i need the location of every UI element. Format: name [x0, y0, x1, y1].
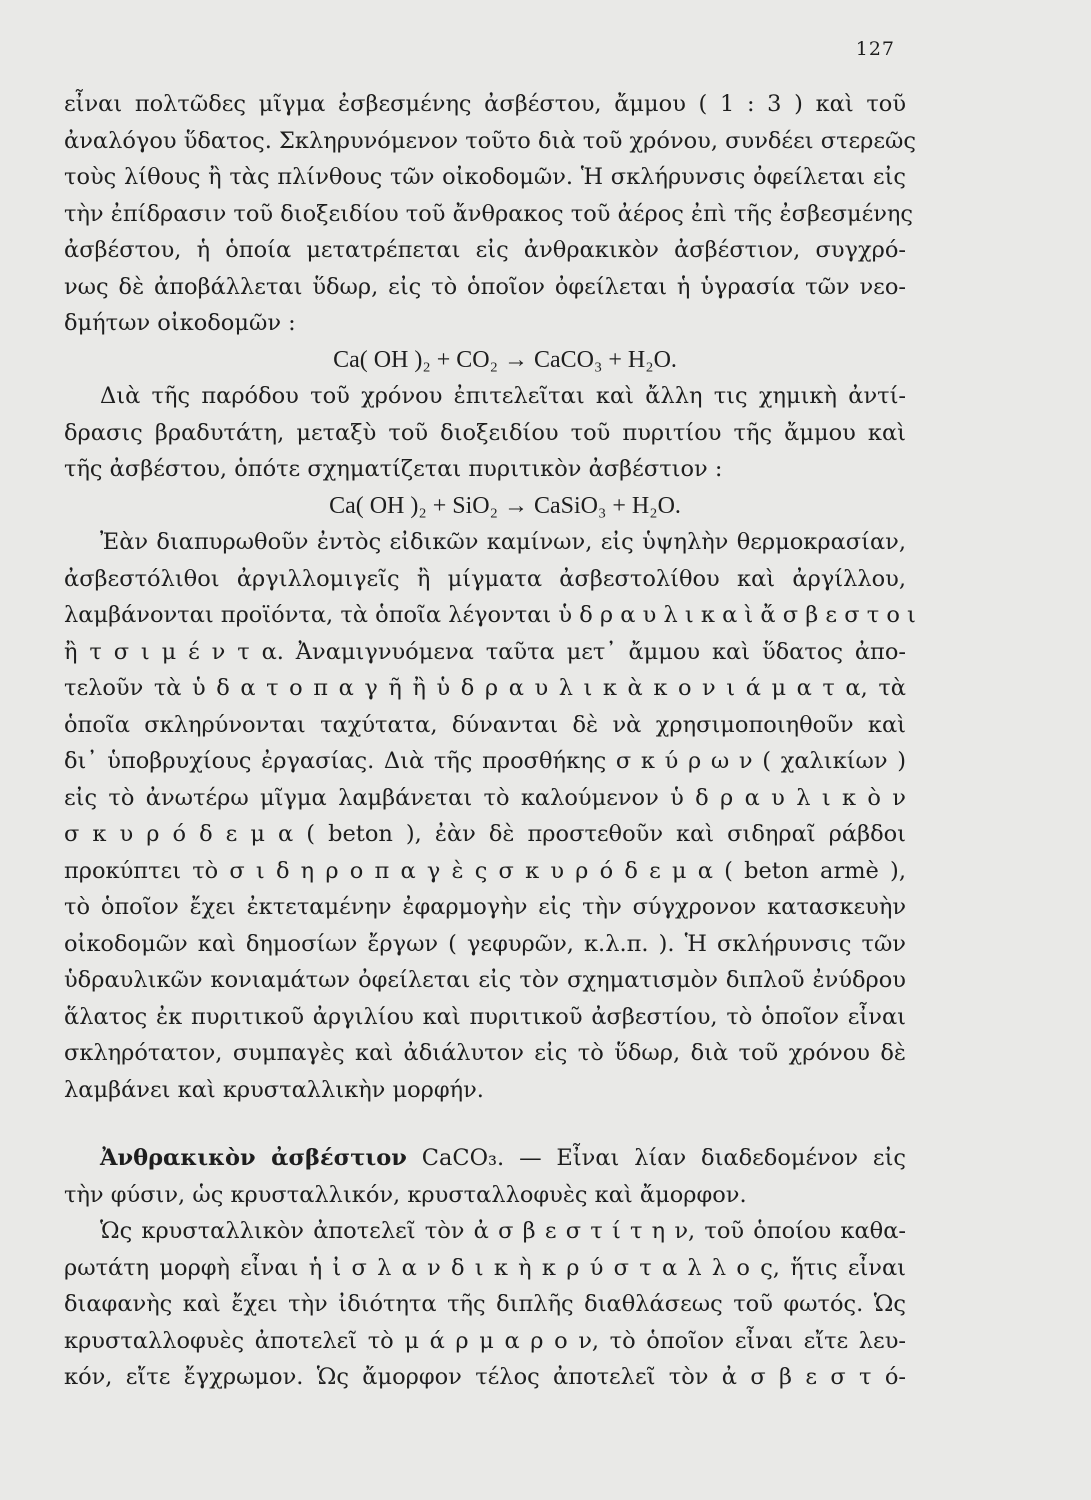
text-line: εἰς τὸ ἀνωτέρω μῖγμα λαμβάνεται τὸ καλούμενον ὑ δ ρ α υ λ ι κ ὸ ν [64, 784, 906, 811]
text-line: ὁποῖα σκληρύνονται ταχύτατα, δύνανται δὲ νὰ χρησιμοποιηθοῦν καὶ [64, 711, 906, 738]
text-line: ἀναλόγου ὕδατος. Σκληρυνόμενον τοῦτο διὰ τοῦ χρόνου, συνδέει στερεῶς [64, 127, 917, 154]
text-line: Διὰ τῆς παρόδου τοῦ χρόνου ἐπιτελεῖται καὶ ἄλλη τις χημικὴ ἀντί- [100, 383, 906, 409]
text-line: τὸ ὁποῖον ἔχει ἐκτεταμένην ἐφαρμογὴν εἰς τὴν σύγχρονον κατασκευὴν [64, 894, 906, 920]
text-line: τελοῦν τὰ ὑ δ α τ ο π α γ ῆ ἢ ὑ δ ρ α υ λ ι κ ὰ κ ο ν ι ά μ α τ α, τὰ [64, 675, 906, 701]
text-line: λαμβάνει καὶ κρυσταλλικὴν μορφήν. [64, 1076, 484, 1103]
page-body [64, 86, 917, 1396]
text-line: κόν, εἴτε ἔγχρωμον. Ὡς ἄμορφον τέλος ἀποτελεῖ τὸν ἀ σ β ε σ τ ό- [64, 1364, 906, 1390]
text-line: νως δὲ ἀποβάλλεται ὕδωρ, εἰς τὸ ὁποῖον ὀφείλεται ἡ ὑγρασία τῶν νεο- [64, 273, 906, 300]
text-line: τὴν φύσιν, ὡς κρυσταλλικόν, κρυσταλλοφυὲς καὶ ἄμορφον. [64, 1181, 747, 1208]
text-line: δρασις βραδυτάτη, μεταξὺ τοῦ διοξειδίου τοῦ πυριτίου τῆς ἄμμου καὶ [64, 419, 906, 446]
text-line: ἅλατος ἐκ πυριτικοῦ ἀργιλίου καὶ πυριτικοῦ ἀσβεστίου, τὸ ὁποῖον εἶναι [64, 1003, 906, 1030]
chemical-equation: Ca( OH )₂ + SiO₂ → CaSiO₃ + H₂O. [329, 492, 681, 519]
text-line: τοὺς λίθους ἢ τὰς πλίνθους τῶν οἰκοδομῶν. Ἡ σκλήρυνσις ὀφείλεται εἰς [64, 164, 906, 190]
text-line: σ κ υ ρ ό δ ε μ α ( beton ), ἐὰν δὲ προστεθοῦν καὶ σιδηραῖ ράβδοι [64, 821, 906, 847]
text-line: ἀσβέστου, ἡ ὁποία μετατρέπεται εἰς ἀνθρακικὸν ἀσβέστιον, συγχρό- [64, 237, 906, 263]
text-line: σκληρότατον, συμπαγὲς καὶ ἀδιάλυτον εἰς τὸ ὕδωρ, διὰ τοῦ χρόνου δὲ [64, 1040, 906, 1066]
text-line: ἢ τ σ ι μ έ ν τ α. Ἀναμιγνυόμενα ταῦτα μετ᾿ ἄμμου καὶ ὕδατος ἀπο- [64, 638, 906, 665]
text-line: ἀσβεστόλιθοι ἀργιλλομιγεῖς ἢ μίγματα ἀσβεστολίθου καὶ ἀργίλλου, [64, 565, 906, 592]
text-line: τῆς ἀσβέστου, ὁπότε σχηματίζεται πυριτικὸν ἀσβέστιον : [64, 456, 723, 482]
text-line: κρυσταλλοφυὲς ἀποτελεῖ τὸ μ ά ρ μ α ρ ο ν, τὸ ὁποῖον εἶναι εἴτε λευ- [64, 1327, 906, 1354]
text-line: εἶναι πολτῶδες μῖγμα ἐσβεσμένης ἀσβέστου, ἄμμου ( 1 : 3 ) καὶ τοῦ [64, 91, 906, 117]
text-line: Ἐὰν διαπυρωθοῦν ἐντὸς εἰδικῶν καμίνων, εἰς ὑψηλὴν θερμοκρασίαν, [100, 529, 906, 555]
text-line: λαμβάνονται προϊόντα, τὰ ὁποῖα λέγονται ὑ δ ρ α υ λ ι κ α ὶ ἄ σ β ε σ τ ο ι [64, 602, 916, 628]
section-heading-rest: CaCO₃. — Εἶναι λίαν διαδεδομένον εἰς [406, 1145, 906, 1171]
page-number: 127 [855, 38, 895, 60]
section-heading: Ἀνθρακικὸν ἀσβέστιον [100, 1145, 407, 1171]
section-gap [64, 1108, 906, 1140]
text-line: ρωτάτη μορφὴ εἶναι ἡ ἰ σ λ α ν δ ι κ ὴ κ ρ ύ σ τ α λ λ ο ς, ἥτις εἶναι [64, 1254, 906, 1281]
section-line [64, 1140, 906, 1177]
text-line: ὑδραυλικῶν κονιαμάτων ὀφείλεται εἰς τὸν σχηματισμὸν διπλοῦ ἐνύδρου [64, 967, 906, 993]
text-line: προκύπτει τὸ σ ι δ η ρ ο π α γ ὲ ς σ κ υ ρ ό δ ε μ α ( beton armè ), [64, 857, 906, 884]
text-line: δι᾿ ὑποβρυχίους ἐργασίας. Διὰ τῆς προσθήκης σ κ ύ ρ ω ν ( χαλικίων ) [64, 748, 906, 774]
text-line: διαφανὴς καὶ ἔχει τὴν ἰδιότητα τῆς διπλῆς διαθλάσεως τοῦ φωτός. Ὡς [64, 1291, 906, 1317]
chemical-equation: Ca( OH )₂ + CO₂ → CaCO₃ + H₂O. [333, 346, 677, 373]
text-line: οἰκοδομῶν καὶ δημοσίων ἔργων ( γεφυρῶν, κ.λ.π. ). Ἡ σκλήρυνσις τῶν [64, 930, 906, 957]
text-line: Ὡς κρυσταλλικὸν ἀποτελεῖ τὸν ἀ σ β ε σ τ ί τ η ν, τοῦ ὁποίου καθα- [100, 1218, 906, 1244]
text-line: δμήτων οἰκοδομῶν : [64, 310, 296, 336]
text-line: τὴν ἐπίδρασιν τοῦ διοξειδίου τοῦ ἄνθρακος τοῦ ἀέρος ἐπὶ τῆς ἐσβεσμένης [64, 200, 914, 227]
